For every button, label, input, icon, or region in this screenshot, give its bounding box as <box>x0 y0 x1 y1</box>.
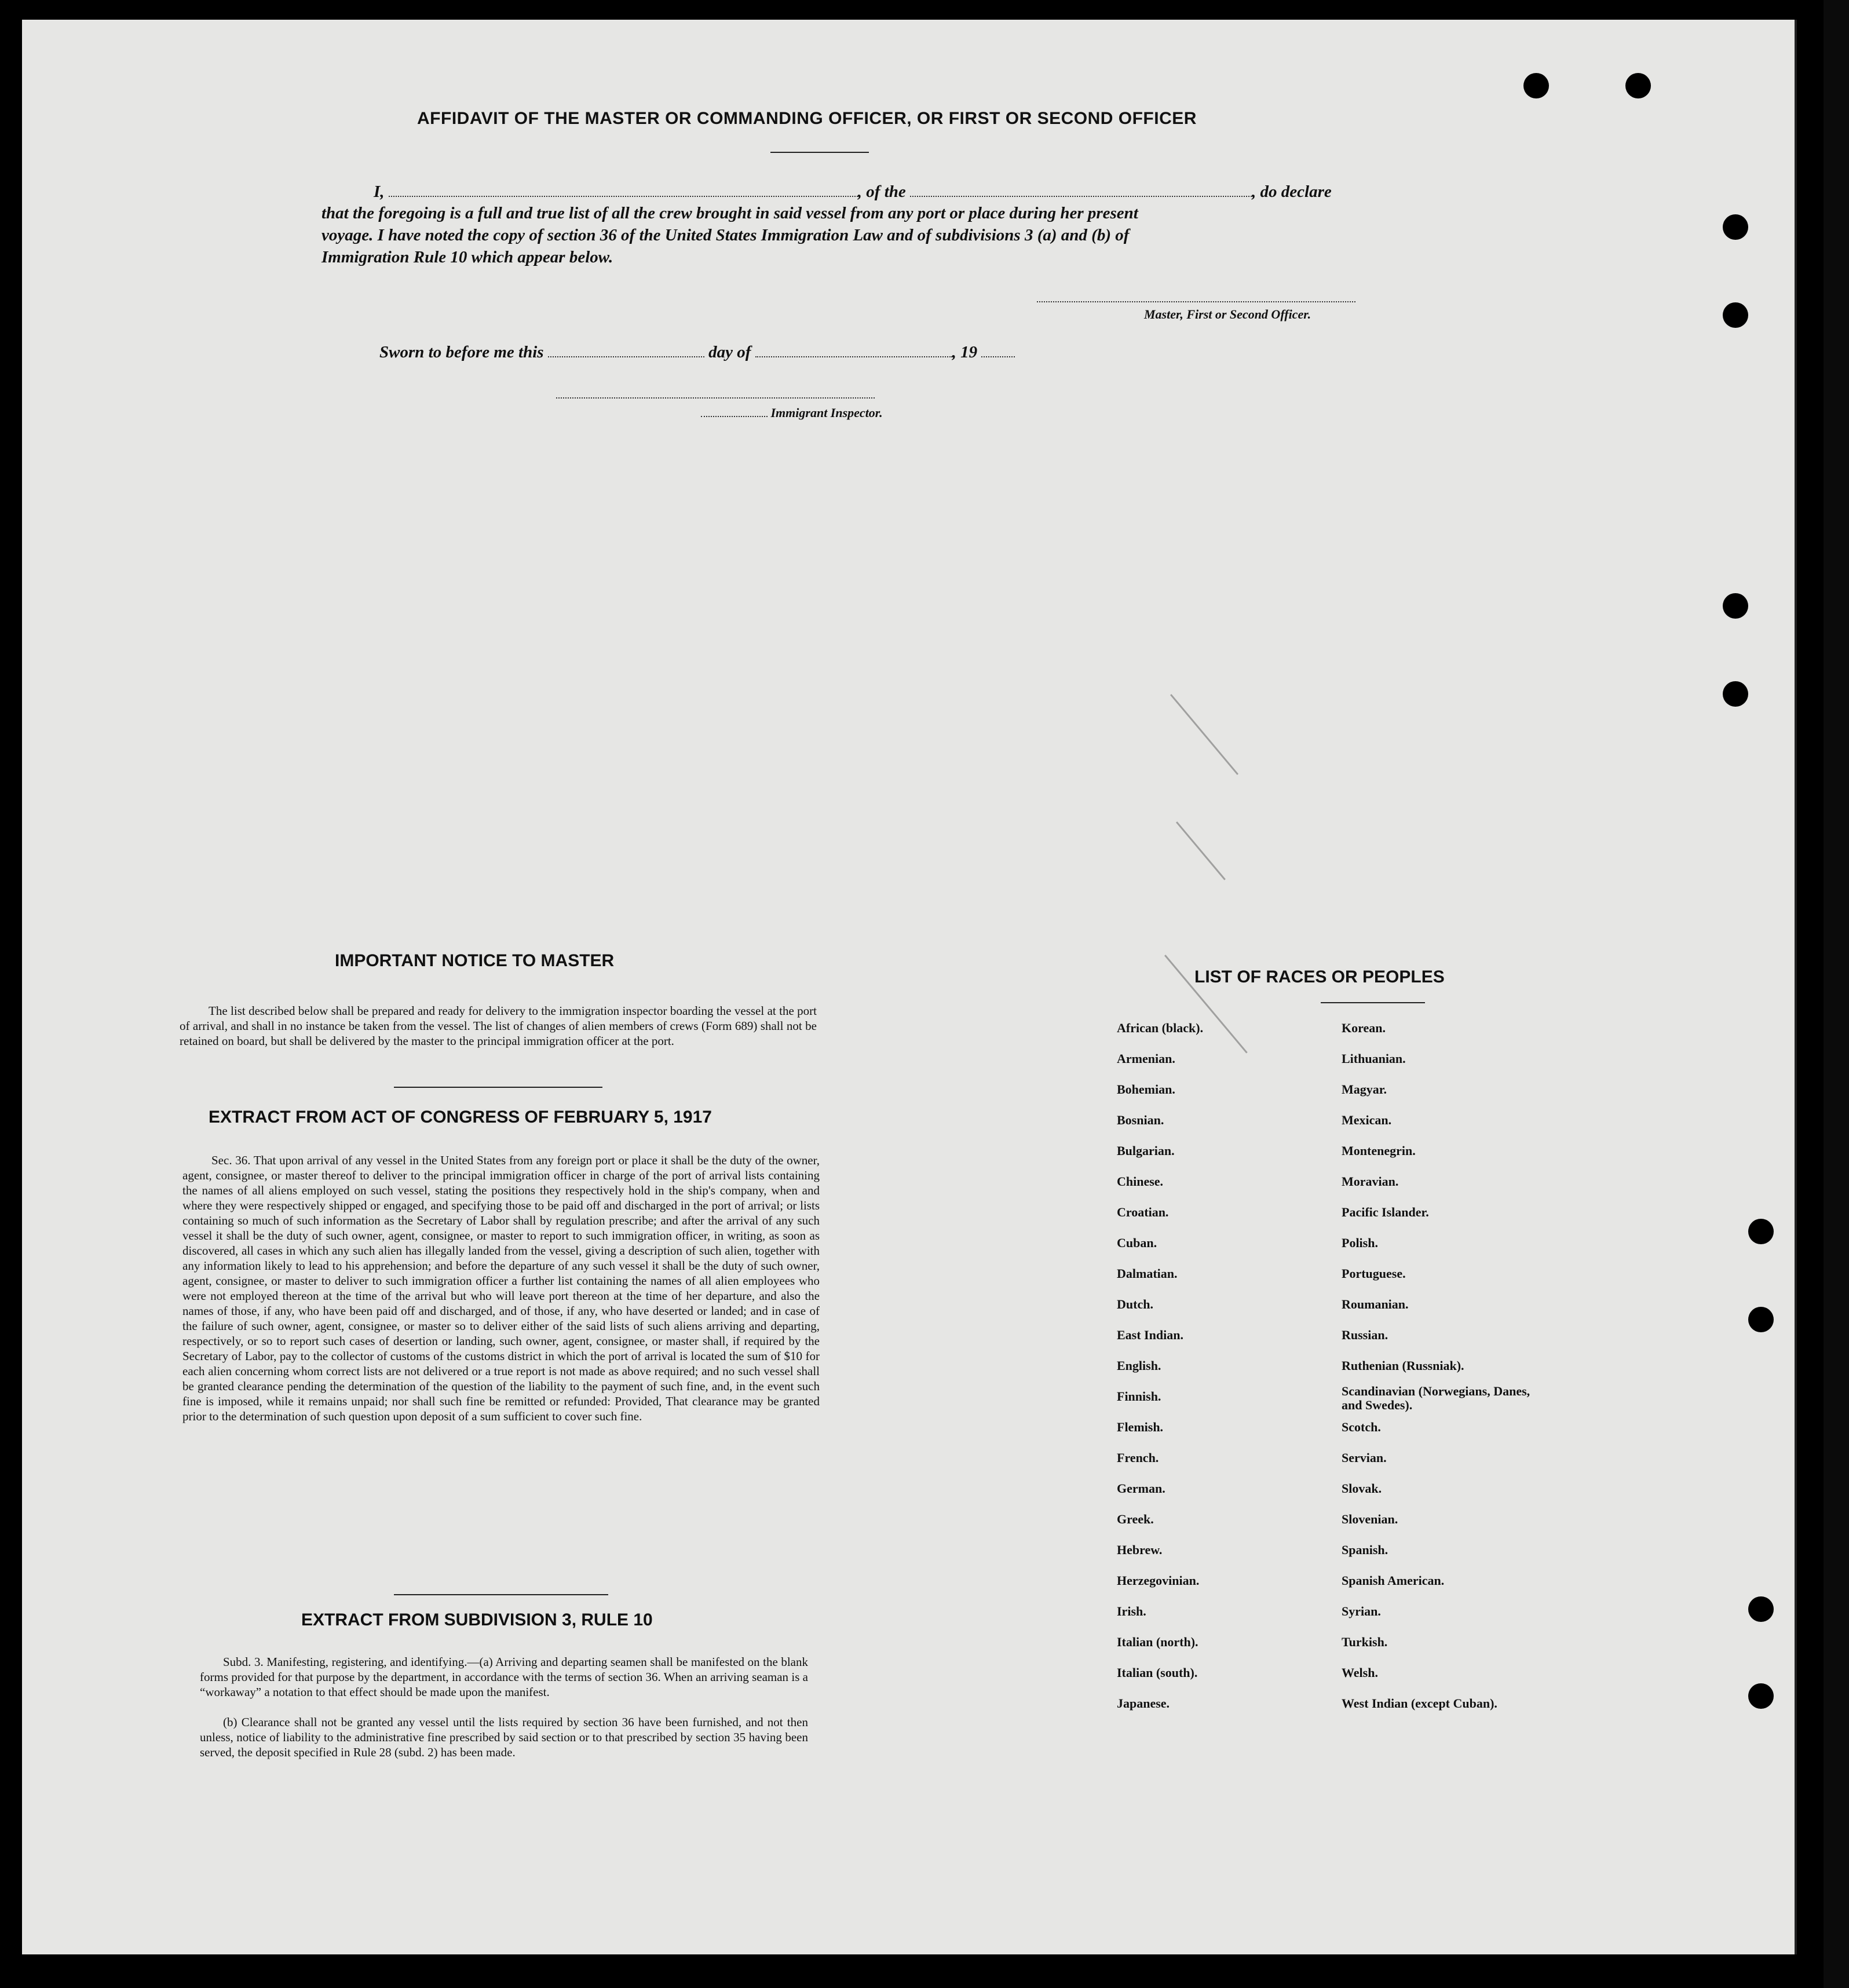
section-divider <box>394 1594 608 1595</box>
punch-hole <box>1748 1596 1774 1622</box>
race-item: Herzegovinian. <box>1117 1573 1200 1588</box>
sworn-start: Sworn to before me this <box>379 343 544 361</box>
punch-hole <box>1748 1307 1774 1332</box>
sworn-year-field[interactable] <box>981 356 1015 357</box>
sworn-end: , 19 <box>952 343 978 361</box>
affidavit-line1-mid: , of the <box>857 182 906 201</box>
race-item: Mexican. <box>1342 1113 1392 1127</box>
notice-body: The list described below shall be prepared and ready for delivery to the immigration inspector boarding the vessel at the port of arrival, and shall in no instance be taken from the vessel. The list of changes of alien members of crews (Form 689) shall not be retained on board, but shall be delivered by the master to the principal immigration officer at the port. <box>180 1004 817 1048</box>
punch-hole <box>1723 302 1748 328</box>
race-item: Korean. <box>1342 1021 1386 1035</box>
act-title: EXTRACT FROM ACT OF CONGRESS OF FEBRUARY 5, 1917 <box>209 1108 712 1127</box>
race-item: Spanish. <box>1342 1543 1388 1557</box>
affidavit-line3: voyage. I have noted the copy of section 36 of the United States Immigration Law and of subdivisions 3 (a) and (b) of <box>321 226 1130 244</box>
sworn-month-field[interactable] <box>755 356 952 357</box>
race-item: Portuguese. <box>1342 1266 1406 1281</box>
race-item: Chinese. <box>1117 1174 1164 1189</box>
affidavit-line1 <box>374 182 1332 202</box>
race-item: Magyar. <box>1342 1082 1387 1097</box>
race-item: Roumanian. <box>1342 1297 1409 1311</box>
signature-label: Master, First or Second Officer. <box>1144 307 1311 321</box>
vessel-name-field[interactable] <box>910 196 1252 197</box>
race-item: Hebrew. <box>1117 1543 1163 1557</box>
race-item: Turkish. <box>1342 1635 1388 1649</box>
master-name-field[interactable] <box>389 196 858 197</box>
race-item: Slovak. <box>1342 1481 1382 1496</box>
punch-hole <box>1723 593 1748 619</box>
notice-title: IMPORTANT NOTICE TO MASTER <box>335 951 615 970</box>
sworn-mid: day of <box>708 343 751 361</box>
race-item: Montenegrin. <box>1342 1143 1416 1158</box>
race-item: Italian (north). <box>1117 1635 1198 1649</box>
race-item: West Indian (except Cuban). <box>1342 1696 1497 1711</box>
race-item: Syrian. <box>1342 1604 1381 1618</box>
inspector-label: Immigrant Inspector. <box>770 405 883 420</box>
punch-hole <box>1748 1219 1774 1244</box>
inspector-line <box>701 405 883 421</box>
race-item: German. <box>1117 1481 1165 1496</box>
punch-hole <box>1523 73 1549 98</box>
affidavit-line2: that the foregoing is a full and true list of all the crew brought in said vessel from any port or place during her present <box>321 204 1138 222</box>
page-edge <box>1824 0 1849 1988</box>
race-item: Scotch. <box>1342 1420 1381 1434</box>
rule-title: EXTRACT FROM SUBDIVISION 3, RULE 10 <box>301 1610 653 1629</box>
inspector-name-field[interactable] <box>701 416 768 417</box>
race-item: Finnish. <box>1117 1389 1161 1404</box>
affidavit-title: AFFIDAVIT OF THE MASTER OR COMMANDING OFFICER, OR FIRST OR SECOND OFFICER <box>417 109 1197 128</box>
races-title: LIST OF RACES OR PEOPLES <box>1194 967 1445 986</box>
race-item: Flemish. <box>1117 1420 1164 1434</box>
race-item: Croatian. <box>1117 1205 1169 1219</box>
race-item: Ruthenian (Russniak). <box>1342 1358 1464 1373</box>
punch-hole <box>1625 73 1651 98</box>
race-item: Spanish American. <box>1342 1573 1445 1588</box>
inspector-signature-line[interactable] <box>556 397 875 399</box>
race-item: African (black). <box>1117 1021 1204 1035</box>
race-item: East Indian. <box>1117 1328 1183 1342</box>
race-item: Armenian. <box>1117 1051 1175 1066</box>
sworn-line <box>379 343 1015 362</box>
race-item: Lithuanian. <box>1342 1051 1406 1066</box>
race-item: Polish. <box>1342 1236 1378 1250</box>
race-item: Bulgarian. <box>1117 1143 1175 1158</box>
race-item: Dalmatian. <box>1117 1266 1178 1281</box>
race-item: Servian. <box>1342 1450 1387 1465</box>
race-item: Russian. <box>1342 1328 1388 1342</box>
signature-line[interactable] <box>1037 301 1355 302</box>
punch-hole <box>1723 214 1748 240</box>
rule-para-b: (b) Clearance shall not be granted any vessel until the lists required by section 36 have been furnished, and not then unless, notice of liability to the administrative fine prescribed by said section or to that prescribed by section 35 having been served, the deposit specified in Rule 28 (subd. 2) has been made. <box>200 1715 808 1759</box>
race-item: Dutch. <box>1117 1297 1153 1311</box>
race-item: Greek. <box>1117 1512 1154 1526</box>
affidavit-line1-start: I, <box>374 182 385 201</box>
race-item: Italian (south). <box>1117 1665 1198 1680</box>
sworn-day-field[interactable] <box>548 356 704 357</box>
race-item: English. <box>1117 1358 1161 1373</box>
race-item: Irish. <box>1117 1604 1146 1618</box>
race-item: Slovenian. <box>1342 1512 1398 1526</box>
race-item: Moravian. <box>1342 1174 1399 1189</box>
race-item: French. <box>1117 1450 1159 1465</box>
race-item: Scandinavian (Norwegians, Danes, and Swedes). <box>1342 1384 1530 1412</box>
race-item: Japanese. <box>1117 1696 1170 1711</box>
race-item: Pacific Islander. <box>1342 1205 1429 1219</box>
rule-para-a: Subd. 3. Manifesting, registering, and identifying.—(a) Arriving and departing seamen shall be manifested on the blank forms provided for that purpose by the department, in accordance with the terms of section 36. When an arriving seaman is a “workaway” a notation to that effect should be made upon the manifest. <box>200 1655 808 1699</box>
races-title-divider <box>1321 1002 1425 1003</box>
race-item: Welsh. <box>1342 1665 1378 1680</box>
act-body: Sec. 36. That upon arrival of any vessel in the United States from any foreign port or place it shall be the duty of the owner, agent, consignee, or master thereof to deliver to the principal immigration officer in charge of the port of arrival lists containing the names of all aliens employed on such vessel, stating the positions they respectively hold in the ship's company, when and where they were respectively shipped or engaged, and specifying those to be paid off and discharged in the port of arrival; or lists containing so much of such information as the Secretary of Labor shall by regulation prescribe; and after the arrival of any such vessel it shall be the duty of such owner, agent, consignee, or master to report to such immigration officer, in writing, as soon as discovered, all cases in which any such alien has illegally landed from the vessel, giving a description of such alien, together with any information likely to lead to his apprehension; and before the departure of any such vessel it shall be the duty of such owner, agent, consignee, or master to deliver to such immigration officer a further list containing the names of all alien employees who were not employed thereon at the time of the arrival but who will leave port thereon at the time of her departure, and also the names of those, if any, who have been paid off and discharged, and of those, if any, who have deserted or landed; and in case of the failure of such owner, agent, consignee, or master so to deliver either of the said lists of such aliens arriving and departing, respectively, or so to report such cases of desertion or landing, such owner, agent, consignee, or master shall, if required by the Secretary of Labor, pay to the collector of customs of the customs district in which the port of arrival is located the sum of $10 for each alien concerning whom correct lists are not delivered or a true report is not made as above required; and no such vessel shall be granted clearance pending the determination of the question of the liability to the payment of such fine, and, in the event such fine is imposed, while it remains unpaid; nor shall such fine be remitted or refunded: Provided, That clearance may be granted prior to the determination of such question upon deposit of a sum sufficient to cover such fine. <box>182 1153 820 1423</box>
punch-hole <box>1748 1683 1774 1709</box>
section-divider <box>394 1087 602 1088</box>
affidavit-line4: Immigration Rule 10 which appear below. <box>321 248 613 266</box>
affidavit-line1-end: , do declare <box>1252 182 1332 201</box>
title-divider <box>770 152 869 153</box>
race-item: Cuban. <box>1117 1236 1157 1250</box>
punch-hole <box>1723 681 1748 707</box>
race-item: Bosnian. <box>1117 1113 1164 1127</box>
race-item: Bohemian. <box>1117 1082 1175 1097</box>
